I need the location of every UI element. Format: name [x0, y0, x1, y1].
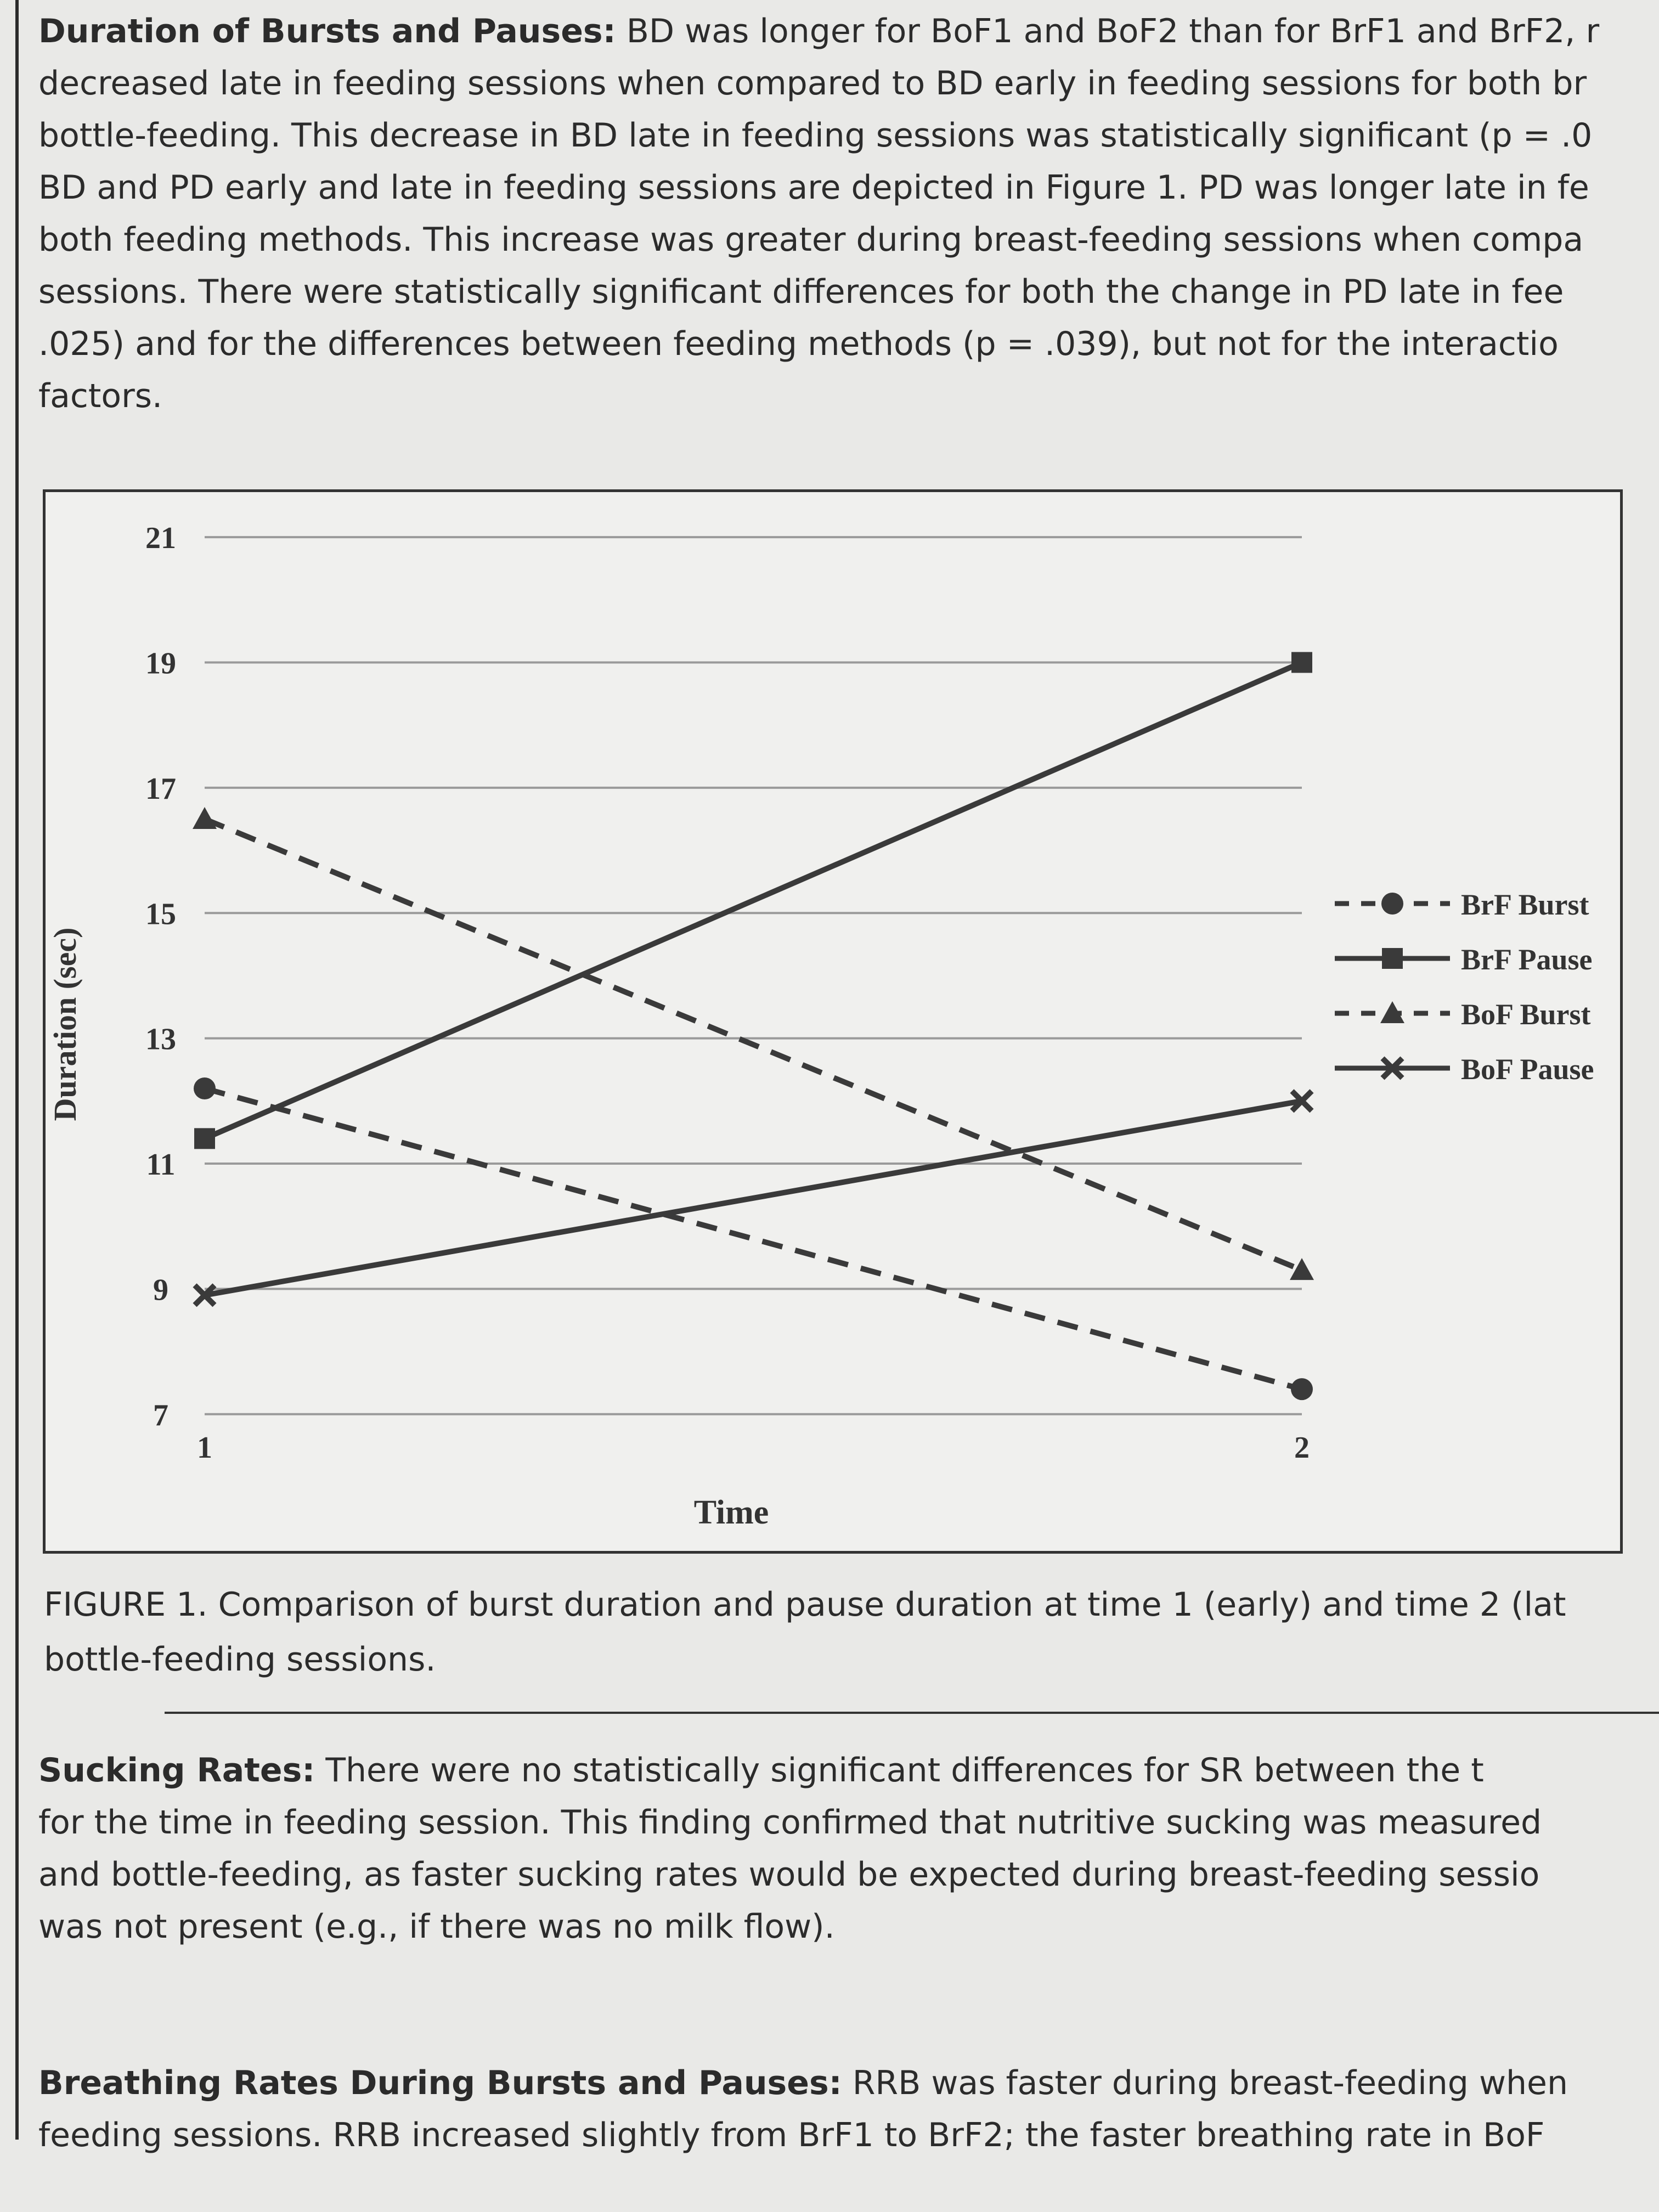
- series-bof-pause: [195, 1091, 1312, 1305]
- x-tick-label: 1: [197, 1431, 212, 1465]
- y-tick-label: 15: [145, 897, 176, 932]
- legend-label: BrF Burst: [1461, 888, 1589, 921]
- y-tick-label: 19: [145, 646, 176, 681]
- paragraph-duration: [38, 5, 1657, 422]
- data-point: [1381, 893, 1403, 915]
- y-tick-label: 13: [145, 1022, 176, 1057]
- data-point: [1290, 1258, 1314, 1280]
- page-left-edge: [15, 0, 19, 2140]
- legend-item: [1335, 943, 1592, 976]
- line-chart: [46, 492, 1620, 1551]
- paragraph-breathing-rates: [38, 2057, 1657, 2162]
- data-point: [193, 807, 217, 829]
- paragraph-body: There were no statistically significant differences for SR between the t for the time in feeding session. This finding confirmed that nutritive sucking was measured and bottle-feeding, as faster sucking rates would be expected during breast-feeding sessio was not present (e.g., if there was no milk flow).: [38, 1751, 1542, 1946]
- series-brf-burst: [194, 1077, 1313, 1400]
- y-tick-label: 21: [145, 521, 176, 556]
- y-tick-labels: [145, 521, 176, 1432]
- paragraph-body: RRB was faster during breast-feeding when feeding sessions. RRB increased slightly from BrF1 to BrF2; the faster breathing rate in BoF: [38, 2064, 1568, 2154]
- legend-label: BoF Burst: [1461, 998, 1591, 1031]
- y-tick-label: 17: [145, 771, 176, 806]
- gridlines: [205, 537, 1302, 1414]
- paragraph-sucking-rates: [38, 1745, 1657, 1953]
- series-bof-burst: [193, 807, 1314, 1280]
- caption-divider: [165, 1712, 1659, 1714]
- y-tick-label: 11: [146, 1148, 176, 1182]
- paragraph-heading: Sucking Rates:: [38, 1751, 315, 1790]
- x-tick-label: 2: [1294, 1431, 1310, 1465]
- x-axis-label: Time: [693, 1494, 769, 1531]
- figure-caption: FIGURE 1. Comparison of burst duration and pause duration at time 1 (early) and time 2 (lat bottle-feeding sessions.: [44, 1585, 1566, 1679]
- x-tick-labels: [197, 1431, 1310, 1465]
- data-point: [194, 1077, 216, 1099]
- legend-label: BrF Pause: [1461, 943, 1593, 976]
- figure-1: [43, 489, 1623, 1554]
- legend-item: [1335, 1053, 1594, 1086]
- series-line: [205, 1101, 1302, 1295]
- series-line: [205, 819, 1302, 1270]
- legend-label: BoF Pause: [1461, 1053, 1594, 1086]
- legend: [1335, 888, 1594, 1086]
- y-axis-label: Duration (sec): [47, 927, 83, 1121]
- paragraph-heading: Duration of Bursts and Pauses:: [38, 12, 616, 50]
- y-tick-label: 9: [153, 1273, 168, 1307]
- data-point: [1291, 1378, 1313, 1400]
- data-point: [1291, 652, 1312, 673]
- data-point: [194, 1128, 215, 1149]
- data-point: [1382, 948, 1403, 969]
- series-line: [205, 1088, 1302, 1389]
- y-tick-label: 7: [153, 1398, 168, 1432]
- series-brf-pause: [194, 652, 1312, 1149]
- paragraph-heading: Breathing Rates During Bursts and Pauses:: [38, 2064, 842, 2102]
- series-line: [205, 662, 1302, 1138]
- paragraph-body: BD was longer for BoF1 and BoF2 than for BrF1 and BrF2, r decreased late in feeding sessions when compared to BD early in feeding sessions for both br bottle-feeding. This decrease in BD late in feeding sessions was statistically significant (p = .0 BD and PD early and late in feeding sessions are depicted in Figure 1. PD was longer late in fe both feeding methods. This increase was greater during breast-feeding sessions when compa sessions. There were statistically significant differences for both the change in PD late in fee .025) and for the differences between feeding methods (p = .039), but not for the interactio factors.: [38, 12, 1600, 415]
- legend-item: [1335, 998, 1591, 1031]
- legend-item: [1335, 888, 1589, 921]
